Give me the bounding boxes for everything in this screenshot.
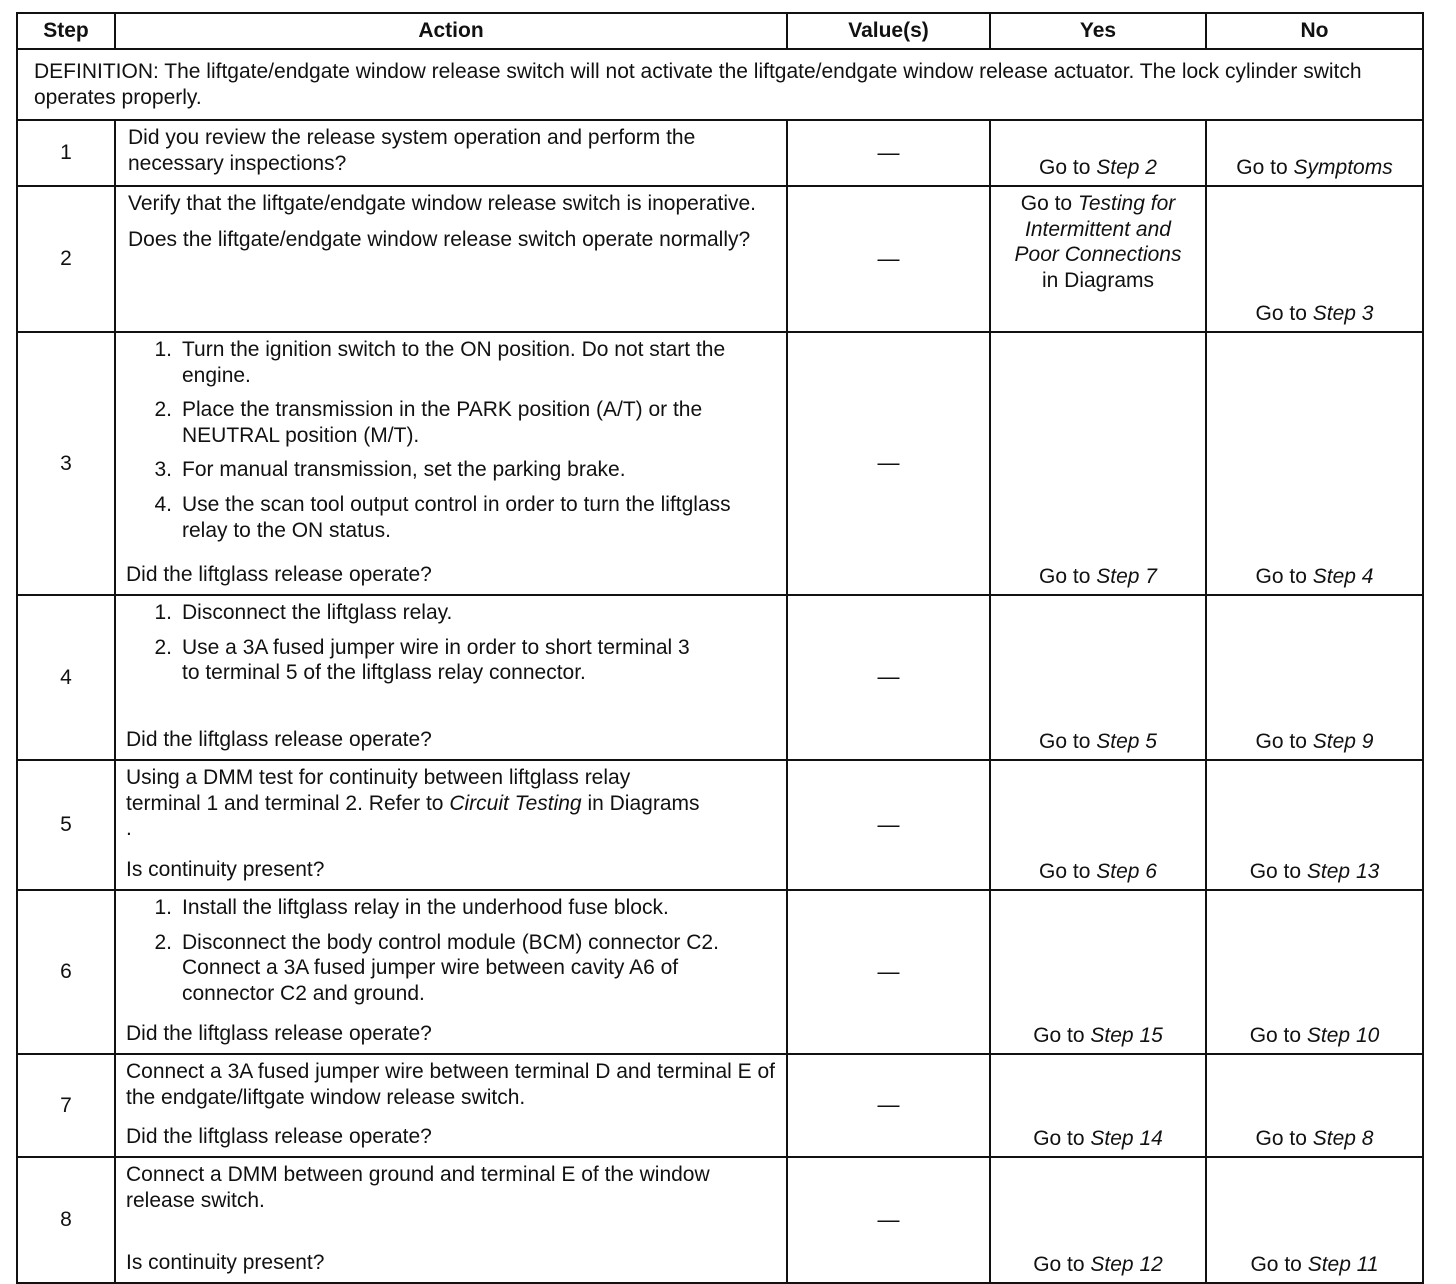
step-ref: Step 15 <box>1090 1024 1163 1048</box>
goto-label: Go to <box>1039 565 1091 589</box>
yes-goto <box>991 729 1205 759</box>
step-ref: Step 7 <box>1096 565 1157 589</box>
header-no: No <box>1206 13 1423 49</box>
step-ref: Step 2 <box>1096 156 1157 180</box>
list-item: 2. Place the transmission in the PARK position (A/T) or the NEUTRAL position (M/T). <box>154 398 703 447</box>
table-row <box>17 890 1423 1054</box>
goto-label: Go to <box>1039 730 1091 754</box>
yes-goto <box>991 1126 1205 1156</box>
step-ref: Step 8 <box>1312 1127 1374 1151</box>
goto-label: Go to <box>1255 565 1307 589</box>
action-cell <box>115 1054 787 1157</box>
step-number: 8 <box>17 1157 115 1283</box>
yes-goto <box>991 564 1205 594</box>
yes-cell <box>990 760 1206 890</box>
value-cell: — <box>787 1157 990 1283</box>
table-row <box>17 186 1423 332</box>
doc-ref: Poor Connections <box>1014 243 1182 267</box>
action-question: Did the liftglass release operate? <box>126 563 432 587</box>
action-question: Did the liftglass release operate? <box>126 1022 432 1046</box>
step-ref: Step 14 <box>1090 1127 1163 1151</box>
diagnostic-table <box>16 12 1424 1284</box>
doc-ref: Circuit Testing <box>449 791 582 815</box>
action-question: Is continuity present? <box>126 1251 325 1275</box>
step-ref: Step 10 <box>1306 1024 1380 1048</box>
doc-ref: Testing for <box>1077 192 1176 215</box>
header-values: Value(s) <box>787 13 990 49</box>
no-goto <box>1207 1023 1422 1053</box>
goto-label: Go to <box>1020 192 1073 215</box>
no-cell <box>1206 890 1423 1054</box>
yes-cell <box>990 890 1206 1054</box>
no-cell <box>1206 120 1423 186</box>
yes-goto <box>991 1252 1205 1282</box>
goto-label: Go to <box>1250 1253 1302 1277</box>
action-text: Connect a DMM between ground and terminal E of the window release switch. <box>126 1163 710 1212</box>
yes-cell <box>990 332 1206 595</box>
no-goto <box>1207 1126 1422 1156</box>
no-cell <box>1206 332 1423 595</box>
value-cell: — <box>787 1054 990 1157</box>
no-cell <box>1206 760 1423 890</box>
yes-goto <box>991 155 1205 185</box>
action-text: Verify that the liftgate/endgate window release switch is inoperative. <box>128 192 757 215</box>
no-cell <box>1206 1054 1423 1157</box>
no-cell <box>1206 186 1423 332</box>
no-goto <box>1207 859 1422 889</box>
no-goto <box>1207 301 1422 331</box>
header-step: Step <box>17 13 115 49</box>
definition-text: DEFINITION: The liftgate/endgate window release switch will not activate the liftgate/endgate window release actuator. The lock cylinder switch operates properly. <box>17 49 1423 120</box>
list-item: 2. Use a 3A fused jumper wire in order to short terminal 3 to terminal 5 of the liftglass relay connector. <box>154 635 690 685</box>
table-row <box>17 760 1423 890</box>
goto-label: Go to <box>1255 1127 1307 1151</box>
yes-cell <box>990 595 1206 760</box>
no-cell <box>1206 1157 1423 1283</box>
step-number: 7 <box>17 1054 115 1157</box>
value-cell: — <box>787 332 990 595</box>
action-cell <box>115 760 787 890</box>
step-ref: Step 13 <box>1306 860 1380 884</box>
action-question: Did the liftglass release operate? <box>126 728 432 752</box>
goto-label: Go to <box>1255 302 1307 326</box>
step-number: 5 <box>17 760 115 890</box>
action-question: Is continuity present? <box>126 858 325 882</box>
goto-label: Go to <box>1033 1024 1085 1048</box>
value-cell: — <box>787 595 990 760</box>
step-ref: Symptoms <box>1293 156 1393 180</box>
step-number: 6 <box>17 890 115 1054</box>
value-cell: — <box>787 760 990 890</box>
step-ref: Step 11 <box>1307 1253 1379 1277</box>
goto-label: Go to <box>1039 860 1091 884</box>
action-list <box>126 337 776 552</box>
step-number: 1 <box>17 120 115 186</box>
step-ref: Step 3 <box>1312 302 1374 326</box>
list-item: 1. Disconnect the liftglass relay. <box>154 601 453 624</box>
action-text: Connect a 3A fused jumper wire between terminal D and terminal E of the endgate/liftgate window release switch. <box>126 1060 776 1109</box>
goto-label: Go to <box>1236 156 1288 180</box>
action-cell <box>115 595 787 760</box>
goto-label: Go to <box>1249 1024 1302 1048</box>
yes-goto <box>991 187 1205 293</box>
list-item: 1. Install the liftglass relay in the underhood fuse block. <box>154 896 669 919</box>
action-cell <box>115 186 787 332</box>
step-ref: Step 5 <box>1096 730 1157 754</box>
action-cell <box>115 332 787 595</box>
no-goto <box>1207 729 1422 759</box>
list-item: 4. Use the scan tool output control in order to turn the liftglass relay to the ON status. <box>154 493 731 542</box>
doc-ref-suffix: in Diagrams <box>1041 268 1155 292</box>
yes-goto <box>991 859 1205 889</box>
value-cell: — <box>787 186 990 332</box>
table-row <box>17 1157 1423 1283</box>
yes-goto <box>991 1023 1205 1053</box>
table-row <box>17 332 1423 595</box>
step-number: 4 <box>17 595 115 760</box>
action-cell <box>115 1157 787 1283</box>
definition-row <box>17 49 1423 120</box>
action-question: Does the liftgate/endgate window release switch operate normally? <box>128 227 751 251</box>
value-cell: — <box>787 120 990 186</box>
step-number: 2 <box>17 186 115 332</box>
yes-cell <box>990 1157 1206 1283</box>
header-action: Action <box>115 13 787 49</box>
action-list <box>126 600 776 695</box>
action-text: Using a DMM test for continuity between liftglass relay terminal 1 and terminal 2. Refer to Circuit Testing in Diagrams . <box>126 766 700 841</box>
goto-label: Go to <box>1255 730 1307 754</box>
action-cell <box>115 890 787 1054</box>
goto-label: Go to <box>1039 156 1091 180</box>
list-item: 1. Turn the ignition switch to the ON position. Do not start the engine. <box>154 338 726 387</box>
action-text: Did you review the release system operation and perform the necessary inspections? <box>128 126 696 175</box>
step-ref: Step 6 <box>1096 860 1157 884</box>
no-goto <box>1207 155 1422 185</box>
doc-ref: Intermittent and <box>1025 217 1171 241</box>
header-row <box>17 13 1423 49</box>
yes-cell <box>990 186 1206 332</box>
goto-label: Go to <box>1033 1253 1085 1277</box>
step-ref: Step 9 <box>1312 730 1374 754</box>
table-row <box>17 595 1423 760</box>
header-yes: Yes <box>990 13 1206 49</box>
list-item: 3. For manual transmission, set the parking brake. <box>154 458 626 482</box>
action-question: Did the liftglass release operate? <box>126 1125 432 1149</box>
step-number: 3 <box>17 332 115 595</box>
no-goto <box>1207 564 1422 594</box>
goto-label: Go to <box>1249 860 1302 884</box>
yes-cell <box>990 120 1206 186</box>
list-item: 2. Disconnect the body control module (BCM) connector C2. Connect a 3A fused jumper wire between cavity A6 of connector C2 and ground. <box>154 930 719 1005</box>
no-cell <box>1206 595 1423 760</box>
action-cell <box>115 120 787 186</box>
step-ref: Step 4 <box>1312 565 1374 589</box>
goto-label: Go to <box>1033 1127 1085 1151</box>
yes-cell <box>990 1054 1206 1157</box>
table-row <box>17 1054 1423 1157</box>
table-row <box>17 120 1423 186</box>
step-ref: Step 12 <box>1090 1253 1163 1277</box>
no-goto <box>1207 1252 1422 1282</box>
action-list <box>126 895 776 1015</box>
value-cell: — <box>787 890 990 1054</box>
